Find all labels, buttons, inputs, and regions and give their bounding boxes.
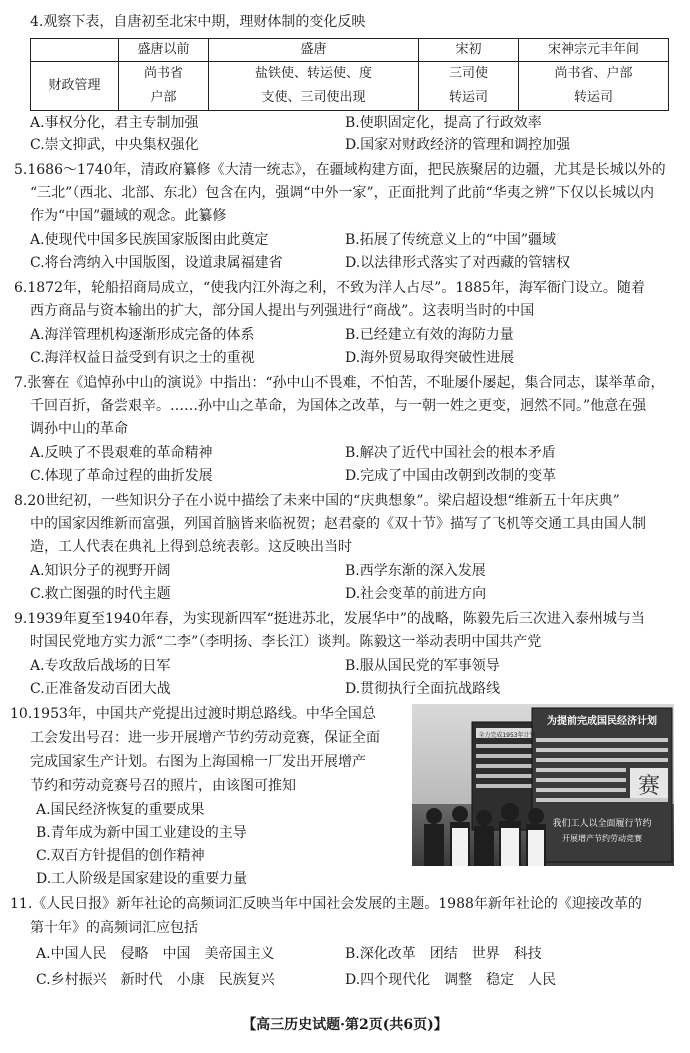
q7-option-d[interactable]: D.完成了中国由改朝到改制的变革 (345, 468, 557, 484)
q9-option-a[interactable]: A.专攻敌后战场的日军 (30, 658, 171, 674)
q11-stem-line: 第十年》的高频词汇应包括 (30, 920, 198, 936)
table-header-cell: 宋神宗元丰年间 (519, 39, 669, 62)
q9-option-c[interactable]: C.正准备发动百团大战 (30, 681, 171, 697)
q5-stem-line: “三北”（西北、北部、东北）包含在内，强调“中外一家”，正面批判了此前“华夷之辨”下仅以长城以内 (30, 185, 654, 201)
q5-option-d[interactable]: D.以法律形式落实了对西藏的管辖权 (345, 255, 571, 271)
q9-stem-line: 9.1939年夏至1940年春，为实现新四军“挺进苏北，发展华中”的战略，陈毅先后三次进入泰州城与当 (14, 611, 645, 627)
table-row (31, 62, 669, 111)
q4-stem: 4.观察下表，自唐初至北宋中期，理财体制的变化反映 (30, 14, 366, 30)
table-header-row (31, 39, 669, 62)
photo-banner-text: 为提前完成国民经济计划 (547, 716, 657, 727)
q9-option-b[interactable]: B.服从国民党的军事领导 (345, 658, 500, 674)
photo-sign-char: 赛 (637, 774, 661, 799)
q4-option-b[interactable]: B.使职固定化，提高了行政效率 (345, 115, 542, 131)
q8-option-a[interactable]: A.知识分子的视野开阔 (30, 563, 171, 579)
table-header-cell: 宋初 (419, 39, 519, 62)
q6-option-a[interactable]: A.海洋管理机构逐渐形成完备的体系 (30, 327, 255, 343)
q11-option-c[interactable]: C.乡村振兴 新时代 小康 民族复兴 (36, 972, 275, 988)
q8-stem-line: 造，工人代表在典礼上得到总统表彰。这反映出当时 (30, 539, 352, 555)
q5-option-b[interactable]: B.拓展了传统意义上的“中国”疆域 (345, 232, 557, 248)
photo-sign-right-text: 我们工人以全面履行节约 (552, 819, 652, 829)
q10-factory-photo (412, 704, 674, 866)
q6-stem-line: 西方商品与资本输出的扩大，部分国人提出与列强进行“商战”。这表明当时的中国 (30, 303, 535, 319)
q6-option-b[interactable]: B.已经建立有效的海防力量 (345, 327, 514, 343)
q6-stem-line: 6.1872年，轮船招商局成立，“使我内江外海之利，不致为洋人占尽”。1885年，海军衙门设立。随着 (14, 280, 645, 296)
table-row-label: 财政管理 (31, 62, 119, 111)
q5-option-a[interactable]: A.使现代中国多民族国家版图由此奠定 (30, 232, 269, 248)
page-footer: 【高三历史试题·第2页(共6页)】 (242, 1017, 448, 1033)
q7-option-c[interactable]: C.体现了革命过程的曲折发展 (30, 468, 213, 484)
table-header-cell (31, 39, 119, 62)
q11-option-a[interactable]: A.中国人民 侵略 中国 美帝国主义 (36, 946, 275, 962)
table-cell: 三司使 转运司 (419, 62, 519, 111)
q5-stem-line: 作为“中国”疆域的观念。此纂修 (30, 208, 227, 224)
q8-option-b[interactable]: B.西学东渐的深入发展 (345, 563, 486, 579)
table-header-cell: 盛唐 (209, 39, 419, 62)
q4-option-c[interactable]: C.崇文抑武，中央集权强化 (30, 137, 199, 153)
q9-stem-line: 时国民党地方实力派“二李”（李明扬、李长江）谈判。陈毅这一举动表明中国共产党 (30, 634, 542, 650)
q5-option-c[interactable]: C.将台湾纳入中国版图，设道隶属福建省 (30, 255, 283, 271)
q8-option-d[interactable]: D.社会变革的前进方向 (345, 586, 487, 602)
table-cell: 尚书省、户部 转运司 (519, 62, 669, 111)
q11-option-d[interactable]: D.四个现代化 调整 稳定 人民 (345, 972, 557, 988)
q6-option-d[interactable]: D.海外贸易取得突破性进展 (345, 350, 515, 366)
q11-option-b[interactable]: B.深化改革 团结 世界 科技 (345, 946, 542, 962)
q10-stem-line: 完成国家生产计划。右图为上海国棉一厂发出开展增产 (30, 754, 366, 770)
q8-option-c[interactable]: C.救亡图强的时代主题 (30, 586, 171, 602)
factory-photo-graphic (412, 704, 674, 866)
q10-stem-line: 工会发出号召：进一步开展增产节约劳动竞赛，保证全面 (30, 730, 380, 746)
q8-stem-line: 8.20世纪初，一些知识分子在小说中描绘了未来中国的“庆典想象”。梁启超设想“维新五十年庆典” (14, 493, 620, 509)
q10-option-a[interactable]: A.国民经济恢复的重要成果 (36, 802, 205, 818)
q10-stem-line: 10.1953年，中国共产党提出过渡时期总路线。中华全国总 (10, 706, 376, 722)
q10-stem-line: 节约和劳动竞赛号召的照片，由该图可推知 (30, 778, 296, 794)
q11-stem-line: 11.《人民日报》新年社论的高频词汇反映当年中国社会发展的主题。1988年新年社论的《迎接改革的 (10, 896, 642, 912)
table-cell: 尚书省 户部 (119, 62, 209, 111)
q7-stem-line: 调孙中山的革命 (30, 421, 128, 437)
q7-stem-line: 7.张謇在《追悼孙中山的演说》中指出：“孙中山不畏难，不怕苦，不耻屡仆屡起，集合同志，谋举革命， (14, 375, 665, 391)
q7-option-b[interactable]: B.解决了近代中国社会的根本矛盾 (345, 445, 556, 461)
q9-option-d[interactable]: D.贯彻执行全面抗战路线 (345, 681, 501, 697)
q10-option-d[interactable]: D.工人阶级是国家建设的重要力量 (36, 871, 248, 887)
q10-option-b[interactable]: B.青年成为新中国工业建设的主导 (36, 825, 247, 841)
q4-option-d[interactable]: D.国家对财政经济的管理和调控加强 (345, 137, 571, 153)
q4-finance-table (30, 38, 669, 111)
photo-sign-left-text: 全力完成1953年计划 (478, 732, 536, 739)
table-cell: 盐铁使、转运使、度 支使、三司使出现 (209, 62, 419, 111)
photo-sign-right-text-2: 开展增产节约劳动竞赛 (562, 834, 642, 843)
q4-option-a[interactable]: A.事权分化，君主专制加强 (30, 115, 199, 131)
q8-stem-line: 中的国家因维新而富强，列国首脑皆来临祝贺；赵君豪的《双十节》描写了飞机等交通工具由国人制 (30, 516, 646, 532)
q7-stem-line: 千回百折，备尝艰辛。……孙中山之革命，为国体之改革，与一朝一姓之更变，迥然不同。”他意在强 (30, 398, 647, 414)
q7-option-a[interactable]: A.反映了不畏艰难的革命精神 (30, 445, 213, 461)
table-header-cell: 盛唐以前 (119, 39, 209, 62)
q5-stem-line: 5.1686～1740年，清政府纂修《大清一统志》，在疆域构建方面，把民族聚居的边疆，尤其是长城以外的 (14, 162, 666, 178)
q10-option-c[interactable]: C.双百方针提倡的创作精神 (36, 848, 205, 864)
q6-option-c[interactable]: C.海洋权益日益受到有识之士的重视 (30, 350, 255, 366)
